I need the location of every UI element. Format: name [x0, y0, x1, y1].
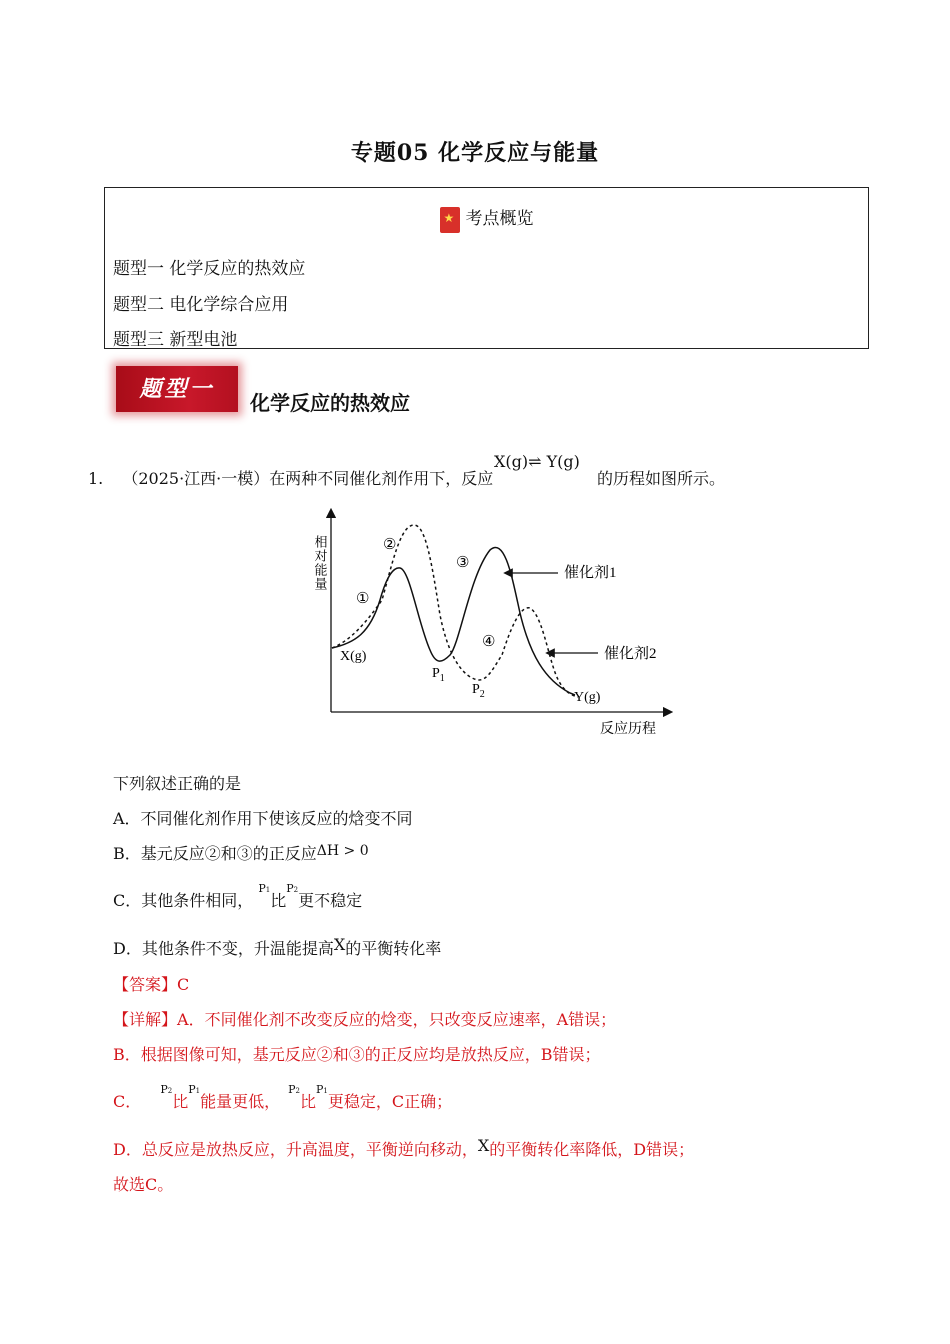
catalyst1-label: 催化剂1 [564, 565, 617, 581]
answer-detail-d: D．总反应是放热反应，升高温度，平衡逆向移动，X的平衡转化率降低，D错误； [113, 1136, 695, 1159]
catalyst2-label: 催化剂2 [604, 646, 657, 662]
option-a: A．不同催化剂作用下使该反应的焓变不同 [113, 809, 413, 828]
step-label-1: ① [356, 589, 370, 607]
question-source: （2025·江西·一模） [122, 469, 270, 488]
step-label-3: ③ [456, 553, 470, 571]
step-label-2: ② [383, 535, 397, 553]
option-d: D．其他条件不变，升温能提高X的平衡转化率 [113, 935, 442, 958]
answer-detail-a: 【详解】A．不同催化剂不改变反应的焓变，只改变反应速率，A错误； [113, 1010, 617, 1029]
question-number: 1. [88, 469, 104, 488]
section-title: 化学反应的热效应 [250, 391, 410, 415]
end-label: Y(g) [574, 690, 601, 705]
option-b: B．基元反应②和③的正反应ΔH > 0 [113, 843, 369, 863]
overview-item: 题型三 新型电池 [113, 330, 238, 350]
option-c: C．其他条件相同， $^{P1}$比$^{P2}$更不稳定 [113, 882, 363, 910]
book-icon [440, 207, 460, 233]
overview-item: 题型一 化学反应的热效应 [113, 259, 306, 279]
p2-label: $P_2$ [472, 682, 485, 700]
question-stem-b: 的历程如图所示。 [597, 469, 726, 488]
overview-heading [105, 204, 868, 233]
answer-detail-b: B．根据图像可知，基元反应②和③的正反应均是放热反应，B错误； [113, 1045, 601, 1064]
overview-item: 题型二 电化学综合应用 [113, 295, 289, 315]
section-banner: 题型一 [116, 366, 238, 412]
catalyst2-curve [332, 525, 578, 697]
y-axis-label: 相对能量 [312, 535, 328, 591]
reaction-equation: X(g)⇌ Y(g) [494, 452, 580, 471]
question-prompt: 下列叙述正确的是 [113, 774, 242, 793]
page-title: 专题05 化学反应与能量 [350, 140, 600, 166]
p1-label: $P_1$ [432, 666, 445, 684]
step-label-4: ④ [482, 632, 496, 650]
answer-conclusion: 故选C。 [113, 1175, 174, 1194]
overview-box [104, 187, 869, 349]
answer-label: 【答案】C [113, 975, 190, 994]
energy-diagram [280, 505, 700, 745]
question-stem [88, 466, 493, 489]
overview-heading-text: 考点概览 [465, 209, 534, 229]
question-stem-a: 在两种不同催化剂作用下，反应 [269, 469, 494, 488]
answer-detail-c: C． $^{P2}$比$^{P1}$能量更低，$^{P2}$比$^{P1}$更稳定，C正确； [113, 1083, 453, 1111]
x-axis-label: 反应历程 [600, 722, 656, 737]
start-label: X(g) [340, 649, 367, 664]
